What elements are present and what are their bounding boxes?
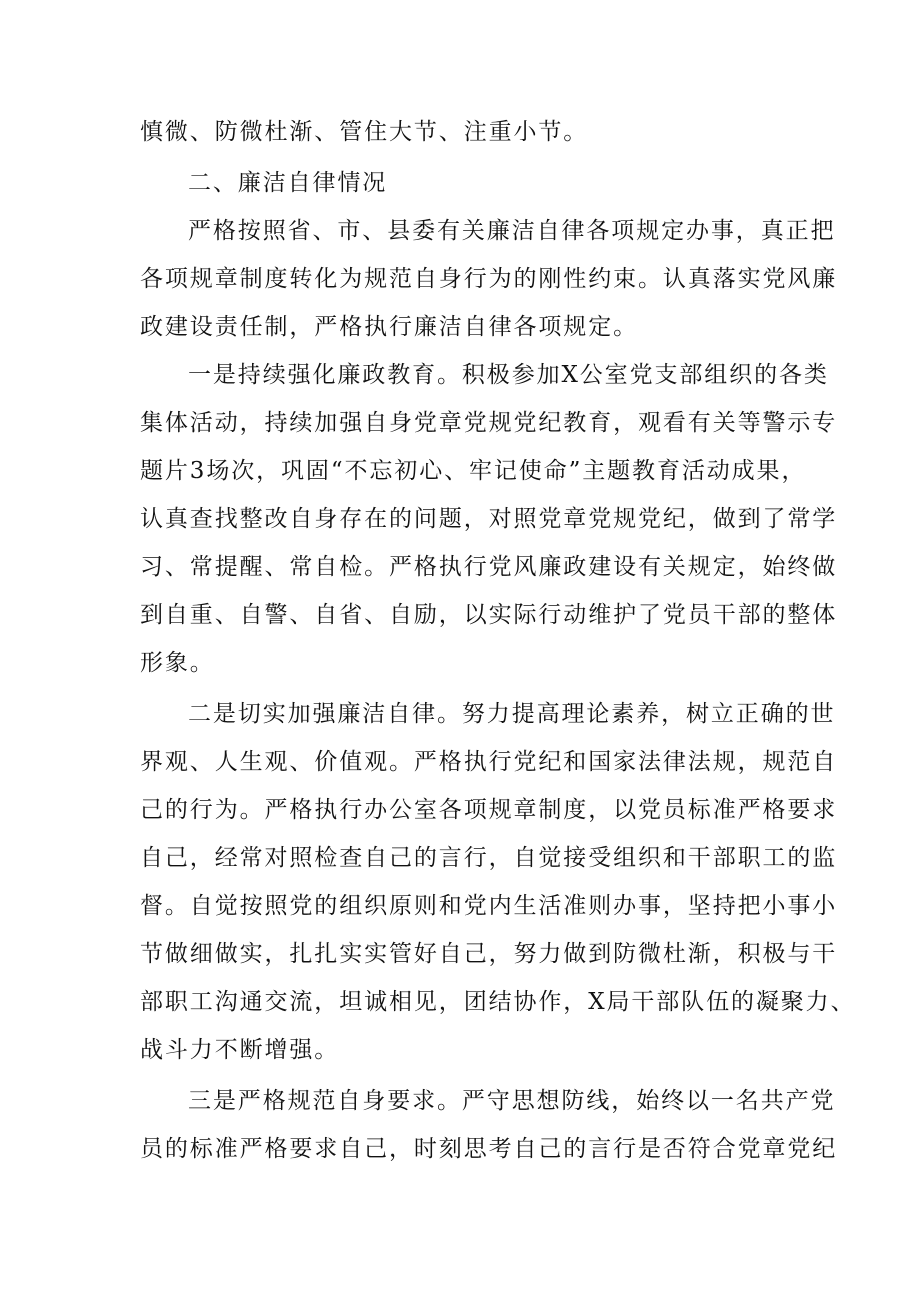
paragraph-line: 一是持续强化廉政教育。积极参加X公室党支部组织的各类	[188, 362, 829, 388]
paragraph-line: 战斗力不断增强。	[140, 1037, 340, 1063]
paragraph-line: 二是切实加强廉洁自律。努力提高理论素养，树立正确的世	[188, 701, 836, 727]
paragraph-line: 严格按照省、市、县委有关廉洁自律各项规定办事，真正把	[188, 218, 836, 244]
paragraph-line: 界观、人生观、价值观。严格执行党纪和国家法律法规，规范自	[140, 749, 838, 775]
paragraph-line: 题片3场次，巩固“不忘初心、牢记使命”主题教育活动成果，	[140, 458, 807, 484]
paragraph-line: 形象。	[140, 650, 215, 676]
paragraph-line: 认真查找整改自身存在的问题，对照党章党规党纪，做到了常学	[140, 506, 838, 532]
paragraph-line: 各项规章制度转化为规范自身行为的刚性约束。认真落实党风廉	[140, 266, 838, 292]
paragraph-line: 自己，经常对照检查自己的言行，自觉接受组织和干部职工的监	[140, 845, 838, 871]
section-heading: 二、廉洁自律情况	[188, 170, 388, 196]
paragraph-line: 员的标准严格要求自己，时刻思考自己的言行是否符合党章党纪	[140, 1136, 838, 1162]
paragraph-line: 慎微、防微杜渐、管住大节、注重小节。	[140, 119, 589, 145]
paragraph-line: 己的行为。严格执行办公室各项规章制度，以党员标准严格要求	[140, 797, 838, 823]
paragraph-line: 督。自觉按照党的组织原则和党内生活准则办事，坚持把小事小	[140, 893, 838, 919]
paragraph-line: 三是严格规范自身要求。严守思想防线，始终以一名共产党	[188, 1088, 836, 1114]
paragraph-line: 集体活动，持续加强自身党章党规党纪教育，观看有关等警示专	[140, 410, 838, 436]
paragraph-line: 习、常提醒、常自检。严格执行党风廉政建设有关规定，始终做	[140, 554, 838, 580]
paragraph-line: 到自重、自警、自省、自励，以实际行动维护了党员干部的整体	[140, 602, 838, 628]
paragraph-line: 部职工沟通交流，坦诚相见，团结协作，X局干部队伍的凝聚力、	[140, 989, 856, 1015]
paragraph-line: 节做细做实，扎扎实实管好自己，努力做到防微杜渐，积极与干	[140, 941, 838, 967]
paragraph-line: 政建设责任制，严格执行廉洁自律各项规定。	[140, 314, 638, 340]
